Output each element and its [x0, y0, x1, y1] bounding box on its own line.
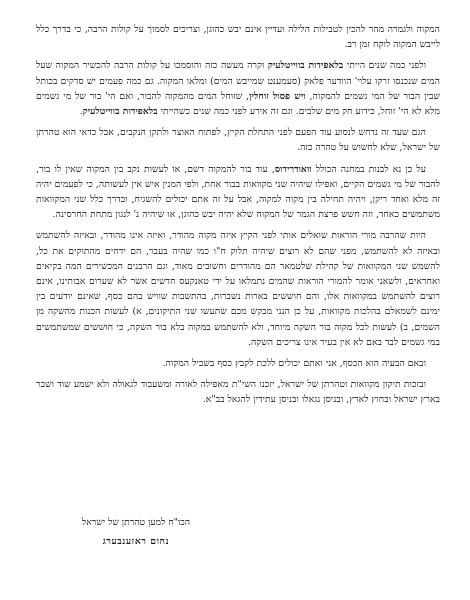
paragraph-segment: ובזכות תיקון מקוואות וטהרתן של ישראל, יזכנו השי"ת מאפילה לאורה ומשעבוד לגאולה ולא ישמע שוד ושבר בארץ ישראל ובחוץ לארץ, ובניסן נגאלו ובניסן עתידין להגאל בב"א. — [36, 379, 440, 406]
paragraph-3 — [36, 125, 440, 155]
paragraph-segment: , עוד בור להמקוה דשם, או לעשות נקב בין המקוה שאין לו בור, להבור של מי גשמים הקיים, ואפילו שיהיה שני מקוואות בבור אחת, ולפי המנין איש אין לעשותה, כי לפעמים יהיה זה מלא ואחד ריקן, ויהיה תחילה בין מקוה למקוה, אבל על זה אתם יכולים להשגיח, ובדרך כלל שני המקוואות משתמשים כאחד, וזה חשש פרצת הגמר של המקוה שלא יהיה יבש כהוגן, או שיהיה נ' לנגון מתחת החרסינה. — [36, 163, 440, 221]
paragraph-segment: בלאפידות בווייטלעיק — [267, 60, 344, 72]
paragraph-1 — [36, 22, 440, 52]
signature-name: נחום ראזענבערג — [102, 536, 170, 547]
paragraph-segment: ובאם הבעיה הוא הכסף, אני ואתם יכולים ללכת לקבץ כסף בשביל המקוה. — [162, 358, 426, 370]
paragraph-segment: ויש פסול זוחלין — [249, 90, 306, 102]
paragraph-2 — [36, 58, 440, 119]
paragraph-segment: על כן נא לבנות במחנה הכולל — [311, 163, 426, 175]
paragraph-segment: המקוה ולגמרה מהר להכין לטבילות הלילה ועדיין אינם יבש כהוגן, וצריכים לסמוך על קולות הרבה, כי בדרך כלל לייבש המקוה לוקח זמן רב. — [36, 24, 440, 51]
paragraph-6 — [36, 356, 440, 371]
paragraph-segment: וואודרידוס — [274, 163, 312, 175]
paragraph-segment: הגם שעד זה נדחש לנסוע עוד הפעם לפני התחלת הקיץ, לפתוח האוצר ולתקן הנקבים, אבל כדאי הוא טהרתן של ישראל, שלא לחשוש על טהרה כזה. — [36, 127, 440, 154]
paragraph-segment: וקרה מעשה כזה והוסמכו על קולות הרבה להכשיר המקוה שעל המים שנכנסו זרקו עלוי' הוודער פלאק (סעמענט שמייבש המים) ומלאו המקוה. גם כמה פעמים יש סדקים בכותל שבין הבור של המי גשמים להמקוה, — [36, 60, 440, 102]
paragraph-segment: בלאפידות בווייטלעיק — [82, 106, 158, 118]
paragraph-segment: , שזוחל המים מהמקוה להבור, ואם הי' בור של מי גשמים מלא לא הי' זוחל, כידוע חק מים שלבים. וגם זה אירע לפני כמה שנים כשהייתי — [36, 90, 440, 118]
signature-closing: הכו"ח למען טהרתן של ישראל — [81, 517, 190, 528]
paragraph-5 — [36, 228, 440, 350]
paragraph-segment: היות שהרבה מורי הוראות שואלים אותי לפני הקיץ איזה מקוה מהודר, ואיזה אינו מהודר, ובאיזה להשתמש ובאיזה לא להשתמש, מפני שהם לא רוצים שיהיה תלוק ח"ו כמו שהיה בעבר, הם ידחים מהתוקים את כל, להשמש שני המקוואות של קהילת שלטמאר הם מהודרים וחשובים מאוד, וגם הרבנים המכשירים המה בקיאים ואחראים, ולשאני אומר להמורי הוראות שהמים נתמלאו על ידי טאנקעס חדשים אשר לא שערום אבותינו, אינם רוצים להשתמש במקוואות אלו, והם חוששים בארות נשברות, בהתשבות שוויש בהם כסף, שאינם יודעים בין ימינם לשמאלם בהלכות מקוואות, על כן הנני מבקש מכם שתעשו שני התיקונים, א) לעשות הכנות מהשקה מן השמים, ב) לעשות לכל מקוה בור השקה מיוחד, ולא להשתמש במקוה בלא בור השקה, כי חוששים שמשתמשים במי גשמים לבד באם לא אין בעיר אינו צריכים השקה. — [36, 230, 440, 348]
paragraph-4 — [36, 162, 440, 223]
paragraph-segment: . — [79, 106, 83, 118]
paragraph-7 — [36, 377, 440, 407]
signature-block — [82, 515, 190, 550]
paragraph-segment: ולפני כמה שנים הייתי — [343, 60, 427, 72]
